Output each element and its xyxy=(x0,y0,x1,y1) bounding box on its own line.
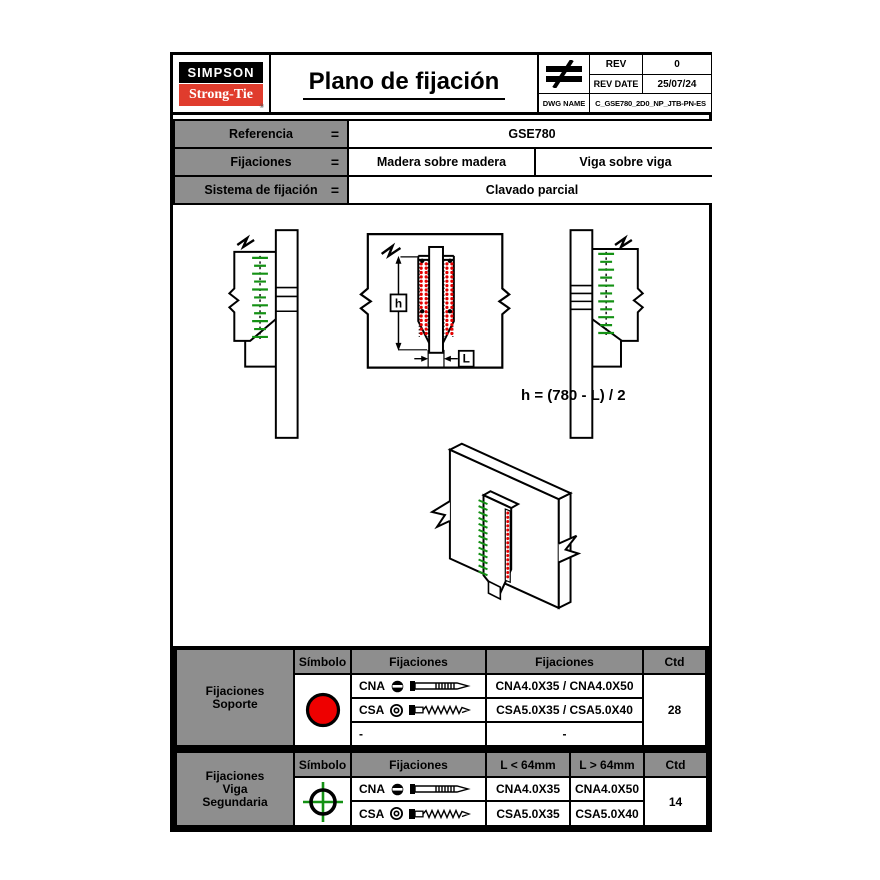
header-l-less-64: L < 64mm xyxy=(486,752,570,777)
left-side-view xyxy=(229,230,297,438)
system-value: Clavado parcial xyxy=(349,177,715,203)
rev-date-label: REV DATE xyxy=(589,74,642,93)
empty-row-code: - xyxy=(351,722,486,746)
break-arrow-icon xyxy=(615,238,632,247)
isometric-view xyxy=(432,444,578,608)
iso-left-break-notch xyxy=(432,501,450,527)
header-simbolo: Símbolo xyxy=(294,752,351,777)
csa-screw-icon xyxy=(409,808,471,820)
reference-row-label: Referencia = xyxy=(175,121,347,147)
empty-row-name: - xyxy=(486,722,643,746)
support-table-label: Fijaciones Soporte xyxy=(176,649,294,746)
cna-head-icon xyxy=(391,680,404,693)
secondary-table-label: Fijaciones Viga Segundaria xyxy=(176,752,294,826)
height-formula: h = (780 - L) / 2 xyxy=(521,387,626,404)
technical-drawing-area xyxy=(173,201,709,646)
registered-mark: ® xyxy=(259,103,264,110)
cna-nail-icon xyxy=(410,680,472,692)
csa-long-name: CSA5.0X40 xyxy=(570,801,644,826)
svg-text:L: L xyxy=(462,351,470,366)
svg-text:h: h xyxy=(394,296,403,311)
right-side-view xyxy=(571,230,643,438)
logo-simpson: SIMPSON xyxy=(179,62,263,83)
rev-value: 0 xyxy=(642,55,711,74)
header-l-greater-64: L > 64mm xyxy=(570,752,644,777)
reference-value: GSE780 xyxy=(349,121,715,147)
rev-date-value: 25/07/24 xyxy=(642,74,711,93)
technical-drawing-svg xyxy=(173,201,709,646)
csa-head-icon xyxy=(390,704,403,717)
secondary-symbol-cell xyxy=(294,777,351,826)
support-qty: 28 xyxy=(643,674,706,746)
break-arrow-icon xyxy=(237,238,254,247)
left-view-green-nails xyxy=(252,258,268,337)
csa-row-icons: CSA xyxy=(351,698,486,722)
crosshair-icon xyxy=(300,779,346,825)
header-simbolo: Símbolo xyxy=(294,649,351,674)
not-equal-projection-icon xyxy=(539,55,589,93)
logo-strongtie: Strong-Tie ® xyxy=(179,84,263,106)
fixings-row-label: Fijaciones = xyxy=(175,149,347,175)
secondary-beam-fixings-table xyxy=(173,749,709,829)
header-fijaciones: Fijaciones xyxy=(351,752,486,777)
cna-long-name: CNA4.0X50 xyxy=(570,777,644,801)
revision-block xyxy=(537,55,709,112)
title-block xyxy=(173,55,709,115)
cna-row-icons: CNA xyxy=(351,674,486,698)
csa-fixing-name: CSA5.0X35 / CSA5.0X40 xyxy=(486,698,643,722)
header-fijaciones-names: Fijaciones xyxy=(486,649,643,674)
cna-nail-icon xyxy=(410,783,472,795)
csa-head-icon xyxy=(390,807,403,820)
cna-row-icons: CNA xyxy=(351,777,486,801)
drawing-sheet xyxy=(170,52,712,832)
right-view-green-nails xyxy=(598,254,614,333)
csa-screw-icon xyxy=(409,704,471,716)
cna-fixing-name: CNA4.0X35 / CNA4.0X50 xyxy=(486,674,643,698)
dwg-name-label: DWG NAME xyxy=(539,93,589,112)
equals-sign: = xyxy=(330,154,339,170)
cna-short-name: CNA4.0X35 xyxy=(486,777,570,801)
csa-row-icons: CSA xyxy=(351,801,486,826)
page-title: Plano de fijación xyxy=(271,55,537,112)
front-view xyxy=(361,234,509,368)
equals-sign: = xyxy=(330,126,339,142)
rev-label: REV xyxy=(589,55,642,74)
support-fixings-table xyxy=(173,646,709,749)
support-symbol-cell xyxy=(294,674,351,746)
reference-table xyxy=(173,119,709,205)
simpson-strongtie-logo xyxy=(173,55,271,112)
red-circle-icon xyxy=(303,690,343,730)
header-ctd: Ctd xyxy=(644,752,707,777)
equals-sign: = xyxy=(330,182,339,198)
dwg-name-value: C_GSE780_2D0_NP_JTB-PN-ES xyxy=(589,93,711,112)
fixings-value-1: Madera sobre madera xyxy=(349,149,534,175)
secondary-qty: 14 xyxy=(644,777,707,826)
fixings-value-2: Viga sobre viga xyxy=(536,149,715,175)
header-fijaciones-icons: Fijaciones xyxy=(351,649,486,674)
header-ctd: Ctd xyxy=(643,649,706,674)
cna-head-icon xyxy=(391,783,404,796)
csa-short-name: CSA5.0X35 xyxy=(486,801,570,826)
system-row-label: Sistema de fijación = xyxy=(175,177,347,203)
